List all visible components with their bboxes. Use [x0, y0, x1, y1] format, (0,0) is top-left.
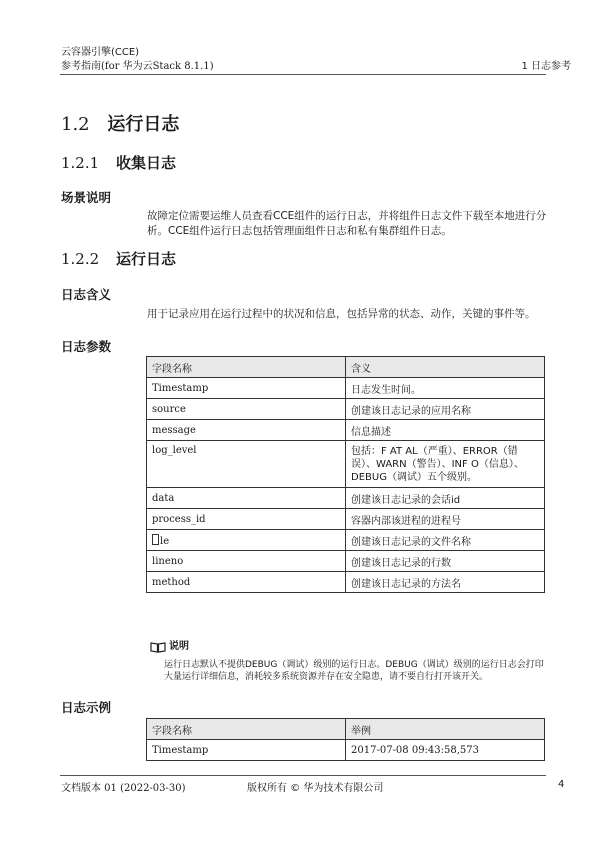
header-chapter: 1 日志参考	[521, 61, 571, 72]
field-name-cell: method	[147, 572, 346, 593]
table-row	[147, 509, 545, 530]
column-header: 举例	[346, 719, 545, 740]
table-row	[147, 551, 545, 572]
table-header-row	[147, 719, 545, 740]
section-number: 1.2.2	[61, 250, 100, 268]
footer-rule	[60, 775, 546, 776]
table-header-row	[147, 357, 545, 378]
meaning-cell: 信息描述	[346, 420, 545, 441]
column-header: 含义	[346, 357, 545, 378]
section-heading-1-2-2	[61, 248, 176, 269]
meaning-cell: 包括：F AT AL（严重）、ERROR（错误）、WARN（警告）、INF O（信息）、DEBUG（调试）五个级别。	[346, 441, 545, 488]
section-title: 运行日志	[107, 114, 180, 135]
section-heading-1-2	[61, 110, 179, 136]
field-name-cell: data	[147, 488, 346, 509]
field-name-cell: source	[147, 399, 346, 420]
meaning-cell: 创建该日志记录的文件名称	[346, 530, 545, 551]
footer-doc-version: 文档版本 01 (2022-03-30)	[61, 783, 186, 794]
meaning-cell: 创建该日志记录的方法名	[346, 572, 545, 593]
field-name-cell: message	[147, 420, 346, 441]
missing-glyph-icon	[152, 534, 159, 545]
note-label: 说明	[169, 640, 189, 652]
meaning-cell: 日志发生时间。	[346, 378, 545, 399]
column-header: 字段名称	[147, 357, 346, 378]
params-table	[146, 356, 545, 593]
params-heading: 日志参数	[61, 339, 112, 354]
section-number: 1.2.1	[61, 154, 100, 172]
field-name-cell: Timestamp	[147, 740, 346, 761]
meaning-cell: 容器内部该进程的进程号	[346, 509, 545, 530]
scenario-paragraph: 故障定位需要运维人员查看CCE组件的运行日志，并将组件日志文件下载至本地进行分析。CCE组件运行日志包括管理面组件日志和私有集群组件日志。	[147, 210, 547, 237]
table-row	[147, 399, 545, 420]
footer-copyright: 版权所有 © 华为技术有限公司	[247, 783, 384, 794]
field-name-cell	[147, 530, 346, 551]
footer-page-number: 4	[558, 779, 565, 790]
header-rule	[60, 74, 546, 75]
table-row	[147, 740, 545, 761]
example-cell: 2017-07-08 09:43:58,573	[346, 740, 545, 761]
table-row	[147, 441, 545, 488]
section-title: 收集日志	[115, 154, 176, 172]
header-guide-title: 参考指南(for 华为云Stack 8.1.1)	[61, 61, 214, 72]
meaning-paragraph: 用于记录应用在运行过程中的状况和信息，包括异常的状态、动作，关键的事件等。	[147, 308, 536, 320]
table-row	[147, 572, 545, 593]
example-heading: 日志示例	[61, 700, 112, 715]
meaning-cell: 创建该日志记录的应用名称	[346, 399, 545, 420]
field-name-text: le	[160, 535, 170, 547]
section-heading-1-2-1	[61, 152, 176, 173]
meaning-cell: 创建该日志记录的行数	[346, 551, 545, 572]
field-name-cell: process_id	[147, 509, 346, 530]
field-name-cell: Timestamp	[147, 378, 346, 399]
table-row	[147, 530, 545, 551]
meaning-cell: 创建该日志记录的会话id	[346, 488, 545, 509]
column-header: 字段名称	[147, 719, 346, 740]
scenario-heading: 场景说明	[61, 190, 112, 205]
note-header	[150, 637, 189, 651]
table-row	[147, 420, 545, 441]
section-number: 1.2	[61, 114, 90, 135]
example-table	[146, 718, 545, 761]
section-title: 运行日志	[115, 250, 176, 268]
table-row	[147, 488, 545, 509]
table-row	[147, 378, 545, 399]
meaning-heading: 日志含义	[61, 287, 112, 302]
header-product: 云容器引擎(CCE)	[61, 47, 140, 58]
field-name-cell: log_level	[147, 441, 346, 488]
book-icon	[150, 638, 166, 650]
field-name-cell: lineno	[147, 551, 346, 572]
note-text: 运行日志默认不提供DEBUG（调试）级别的运行日志。DEBUG（调试）级别的运行日志会打印大量运行详细信息，消耗较多系统资源并存在安全隐患，请不要自行打开该开关。	[164, 660, 544, 682]
